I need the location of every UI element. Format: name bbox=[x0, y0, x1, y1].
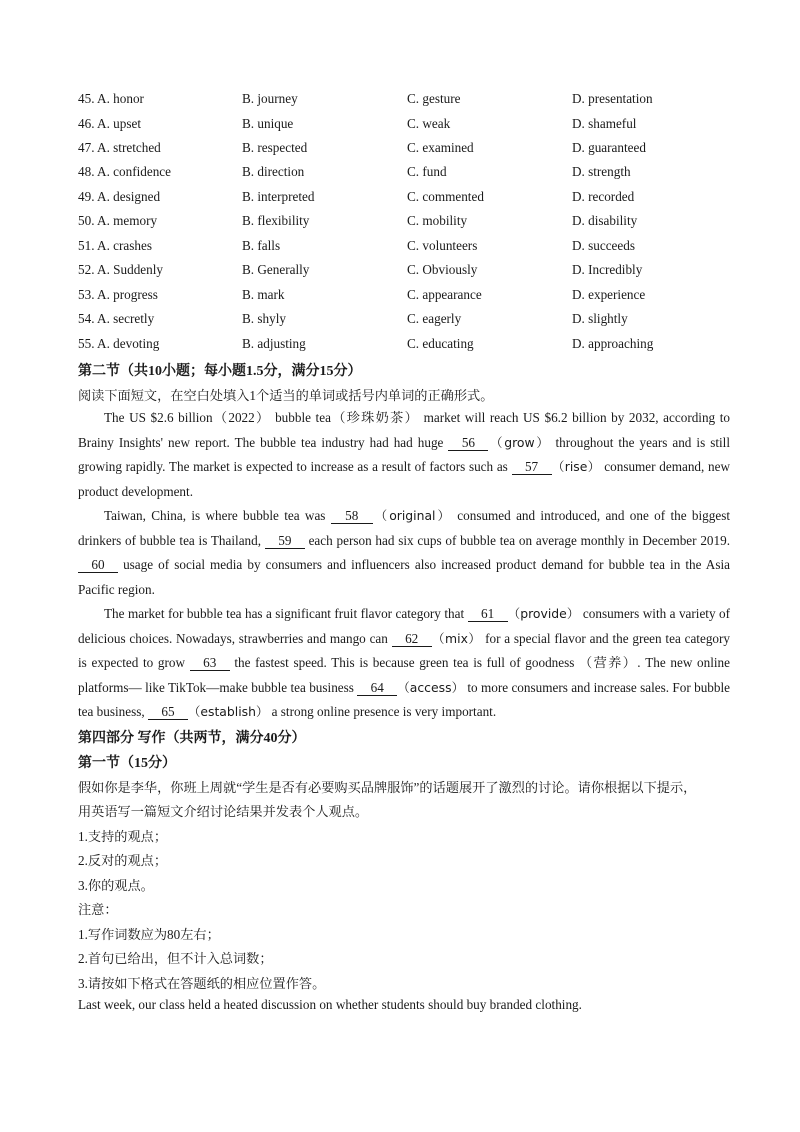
option-c: C. mobility bbox=[407, 213, 468, 228]
option-c: C. weak bbox=[407, 116, 451, 131]
option-c: C. gesture bbox=[407, 91, 461, 106]
option-a: 55. A. devoting bbox=[78, 336, 160, 351]
option-b: B. journey bbox=[242, 91, 298, 106]
writing-point: 2.反对的观点； bbox=[78, 853, 168, 868]
option-d: D. disability bbox=[572, 213, 638, 228]
option-b: B. unique bbox=[242, 116, 294, 131]
hint-61: （provide） bbox=[507, 606, 580, 621]
option-d: D. recorded bbox=[572, 189, 635, 204]
option-a: 51. A. crashes bbox=[78, 238, 152, 253]
choice-row bbox=[78, 336, 758, 356]
option-d: D. shameful bbox=[572, 116, 637, 131]
choice-row bbox=[78, 91, 758, 111]
writing-first-sentence: Last week, our class held a heated discussion on whether students should buy branded clothing. bbox=[78, 997, 582, 1012]
option-b: B. respected bbox=[242, 140, 308, 155]
writing-prompt-line-1: 假如你是李华，你班上周就“学生是否有必要购买品牌服饰”的话题展开了激烈的讨论。请你根据以下提示， bbox=[78, 780, 697, 795]
choice-row bbox=[78, 238, 758, 258]
hint-65: （establish） bbox=[187, 704, 269, 719]
choice-row bbox=[78, 213, 758, 233]
blank-57[interactable]: 57 bbox=[512, 459, 552, 475]
option-b: B. flexibility bbox=[242, 213, 310, 228]
option-c: C. eagerly bbox=[407, 311, 462, 326]
option-a: 50. A. memory bbox=[78, 213, 158, 228]
option-a: 53. A. progress bbox=[78, 287, 158, 302]
hint-56: （grow） bbox=[488, 434, 551, 450]
option-c: C. fund bbox=[407, 164, 447, 179]
option-d: D. strength bbox=[572, 164, 631, 179]
passage-paragraph-1: The US $2.6 billion（2022） bubble tea（珍珠奶茶） market will reach US $6.2 billion by 2032, according to Brainy Insights' new report. The bubble tea industry had had huge 56 （grow） throughout the years and is still growing rapidly. The market is expected to increase as a result of factors such as 57 （rise） consumer demand, new product development. bbox=[78, 410, 731, 499]
option-b: B. shyly bbox=[242, 311, 286, 326]
blank-62[interactable]: 62 bbox=[392, 631, 432, 647]
option-c: C. commented bbox=[407, 189, 484, 204]
option-d: D. succeeds bbox=[572, 238, 635, 253]
option-c: C. Obviously bbox=[407, 262, 478, 277]
writing-point: 3.你的观点。 bbox=[78, 878, 154, 893]
choice-row bbox=[78, 311, 758, 331]
option-d: D. Incredibly bbox=[572, 262, 643, 277]
notes-label: 注意： bbox=[78, 902, 118, 917]
option-a: 49. A. designed bbox=[78, 189, 161, 204]
blank-56[interactable]: 56 bbox=[448, 435, 488, 451]
option-c: C. appearance bbox=[407, 287, 482, 302]
option-a: 47. A. stretched bbox=[78, 140, 161, 155]
choice-row bbox=[78, 287, 758, 307]
part4-heading: 第四部分 写作（共两节，满分40分） bbox=[78, 731, 306, 746]
choice-row bbox=[78, 262, 758, 282]
blank-58[interactable]: 58 bbox=[331, 508, 373, 524]
option-b: B. falls bbox=[242, 238, 281, 253]
option-d: D. experience bbox=[572, 287, 646, 302]
hint-64: （access） bbox=[397, 679, 465, 695]
option-d: D. guaranteed bbox=[572, 140, 646, 155]
option-b: B. interpreted bbox=[242, 189, 315, 204]
part4-section1-heading: 第一节（15分） bbox=[78, 756, 176, 771]
option-c: C. educating bbox=[407, 336, 474, 351]
option-a: 46. A. upset bbox=[78, 116, 142, 131]
option-d: D. slightly bbox=[572, 311, 628, 326]
blank-59[interactable]: 59 bbox=[265, 533, 305, 549]
option-d: D. presentation bbox=[572, 91, 653, 106]
choice-row bbox=[78, 116, 758, 136]
section2-instruction: 阅读下面短文，在空白处填入1个适当的单词或括号内单词的正确形式。 bbox=[78, 388, 494, 403]
note-item: 1.写作词数应为80左右； bbox=[78, 927, 220, 942]
option-b: B. Generally bbox=[242, 262, 310, 277]
blank-64[interactable]: 64 bbox=[357, 680, 397, 696]
note-item: 3.请按如下格式在答题纸的相应位置作答。 bbox=[78, 976, 326, 991]
option-a: 52. A. Suddenly bbox=[78, 262, 163, 277]
option-d: D. approaching bbox=[572, 336, 654, 351]
option-c: C. examined bbox=[407, 140, 474, 155]
blank-61[interactable]: 61 bbox=[468, 606, 508, 622]
choice-row bbox=[78, 164, 758, 184]
passage-paragraph-3: The market for bubble tea has a significant fruit flavor category that 61 （provide） consumers with a variety of delicious choices. Nowadays, strawberries and mango can 62 （mix） for a special flavor and the green tea category is expected to grow 63 the fastest speed. This is because green tea is full of goodness （营养）. The new online platforms— like TikTok—make bubble tea business 64 （access） to more consumers and increase sales. For bubble tea business, 65 （establish） a strong online presence is very important. bbox=[78, 606, 730, 719]
choice-row bbox=[78, 189, 758, 209]
blank-65[interactable]: 65 bbox=[148, 704, 188, 720]
option-b: B. adjusting bbox=[242, 336, 306, 351]
note-item: 2.首句已给出，但不计入总词数； bbox=[78, 951, 273, 966]
blank-60[interactable]: 60 bbox=[78, 557, 118, 573]
option-b: B. mark bbox=[242, 287, 285, 302]
choice-row bbox=[78, 140, 758, 160]
section2-heading: 第二节（共10小题；每小题1.5分，满分15分） bbox=[78, 364, 362, 379]
blank-63[interactable]: 63 bbox=[190, 655, 230, 671]
hint-57: （rise） bbox=[551, 459, 601, 474]
passage-paragraph-2: Taiwan, China, is where bubble tea was 58 （original） consumed and introduced, and one of the biggest drinkers of bubble tea is Thailand, 59 each person had six cups of bubble tea on average monthly in December 2019. 60 usage of social media by consumers and influencers also increased product demand for bubble tea in the Asia Pacific region. bbox=[78, 508, 730, 597]
option-a: 54. A. secretly bbox=[78, 311, 155, 326]
option-a: 45. A. honor bbox=[78, 91, 144, 106]
option-c: C. volunteers bbox=[407, 238, 478, 253]
writing-prompt-line-2: 用英语写一篇短文介绍讨论结果并发表个人观点。 bbox=[78, 804, 369, 819]
option-b: B. direction bbox=[242, 164, 305, 179]
option-a: 48. A. confidence bbox=[78, 164, 172, 179]
hint-62: （mix） bbox=[431, 630, 482, 646]
writing-point: 1.支持的观点； bbox=[78, 829, 168, 844]
hint-58: （original） bbox=[372, 508, 452, 523]
